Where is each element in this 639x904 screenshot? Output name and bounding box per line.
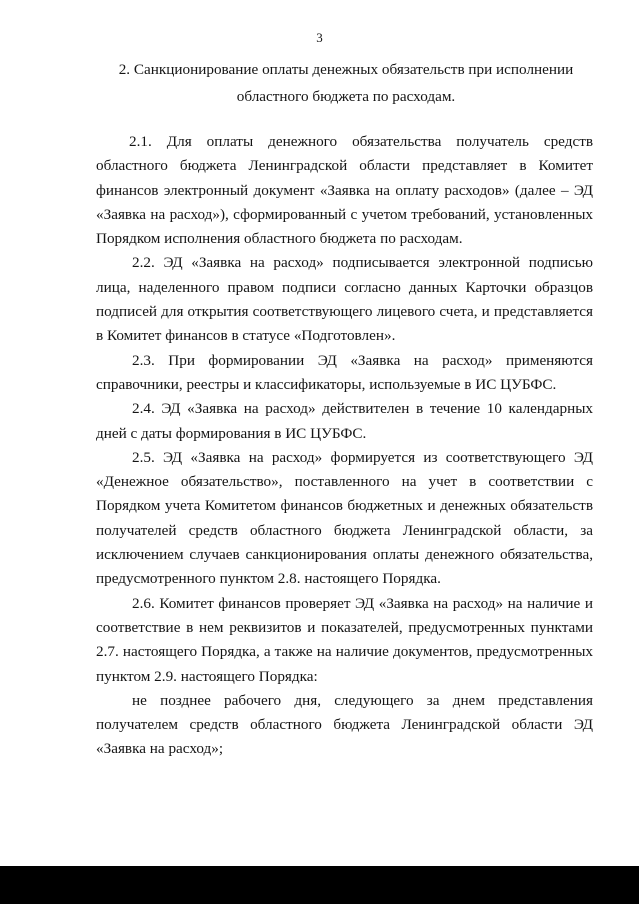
document-body [96,130,593,762]
page-number: 3 [316,30,323,45]
paragraph-2-5: 2.5. ЭД «Заявка на расход» формируется из соответствующего ЭД «Денежное обязательство», поставленного на учет в соответствии с Порядком учета Комитетом финансов бюджетных и денежных обязательств получателей средств областного бюджета Ленинградской области, за исключением случаев санкционирования оплаты денежного обязательства, предусмотренного пунктом 2.8. настоящего Порядка. [96,448,593,588]
paragraph-2-1: 2.1. Для оплаты денежного обязательства получатель средств областного бюджета Ленинградской области представляет в Комитет финансов электронный документ «Заявка на оплату расходов» (далее – ЭД «Заявка на расход»), сформированный с учетом требований, установленных Порядком исполнения областного бюджета по расходам. [96,133,593,248]
section-heading [96,56,596,110]
paragraph-2-4: 2.4. ЭД «Заявка на расход» действителен в течение 10 календарных дней с даты формирования в ИС ЦУБФС. [96,400,593,442]
paragraph-2-3: 2.3. При формировании ЭД «Заявка на расход» применяются справочники, реестры и классификаторы, используемые в ИС ЦУБФС. [96,351,593,393]
section-heading-line-2: областного бюджета по расходам. [236,88,456,105]
section-heading-line-1: 2. Санкционирование оплаты денежных обязательств при исполнении [118,61,574,78]
scan-bottom-border [0,866,639,904]
paragraph-2-6: 2.6. Комитет финансов проверяет ЭД «Заявка на расход» на наличие и соответствие в нем реквизитов и показателей, предусмотренных пунктами 2.7. настоящего Порядка, а также на наличие документов, предусмотренных пунктом 2.9. настоящего Порядка: [96,594,593,685]
paragraph-2-2: 2.2. ЭД «Заявка на расход» подписывается электронной подписью лица, наделенного правом подписи согласно данных Карточки образцов подписей для открытия соответствующего лицевого счета, и представляется в Комитет финансов в статусе «Подготовлен». [96,254,593,345]
paragraph-deadline-item: не позднее рабочего дня, следующего за днем представления получателем средств областного бюджета Ленинградской области ЭД «Заявка на расход»; [96,691,593,758]
